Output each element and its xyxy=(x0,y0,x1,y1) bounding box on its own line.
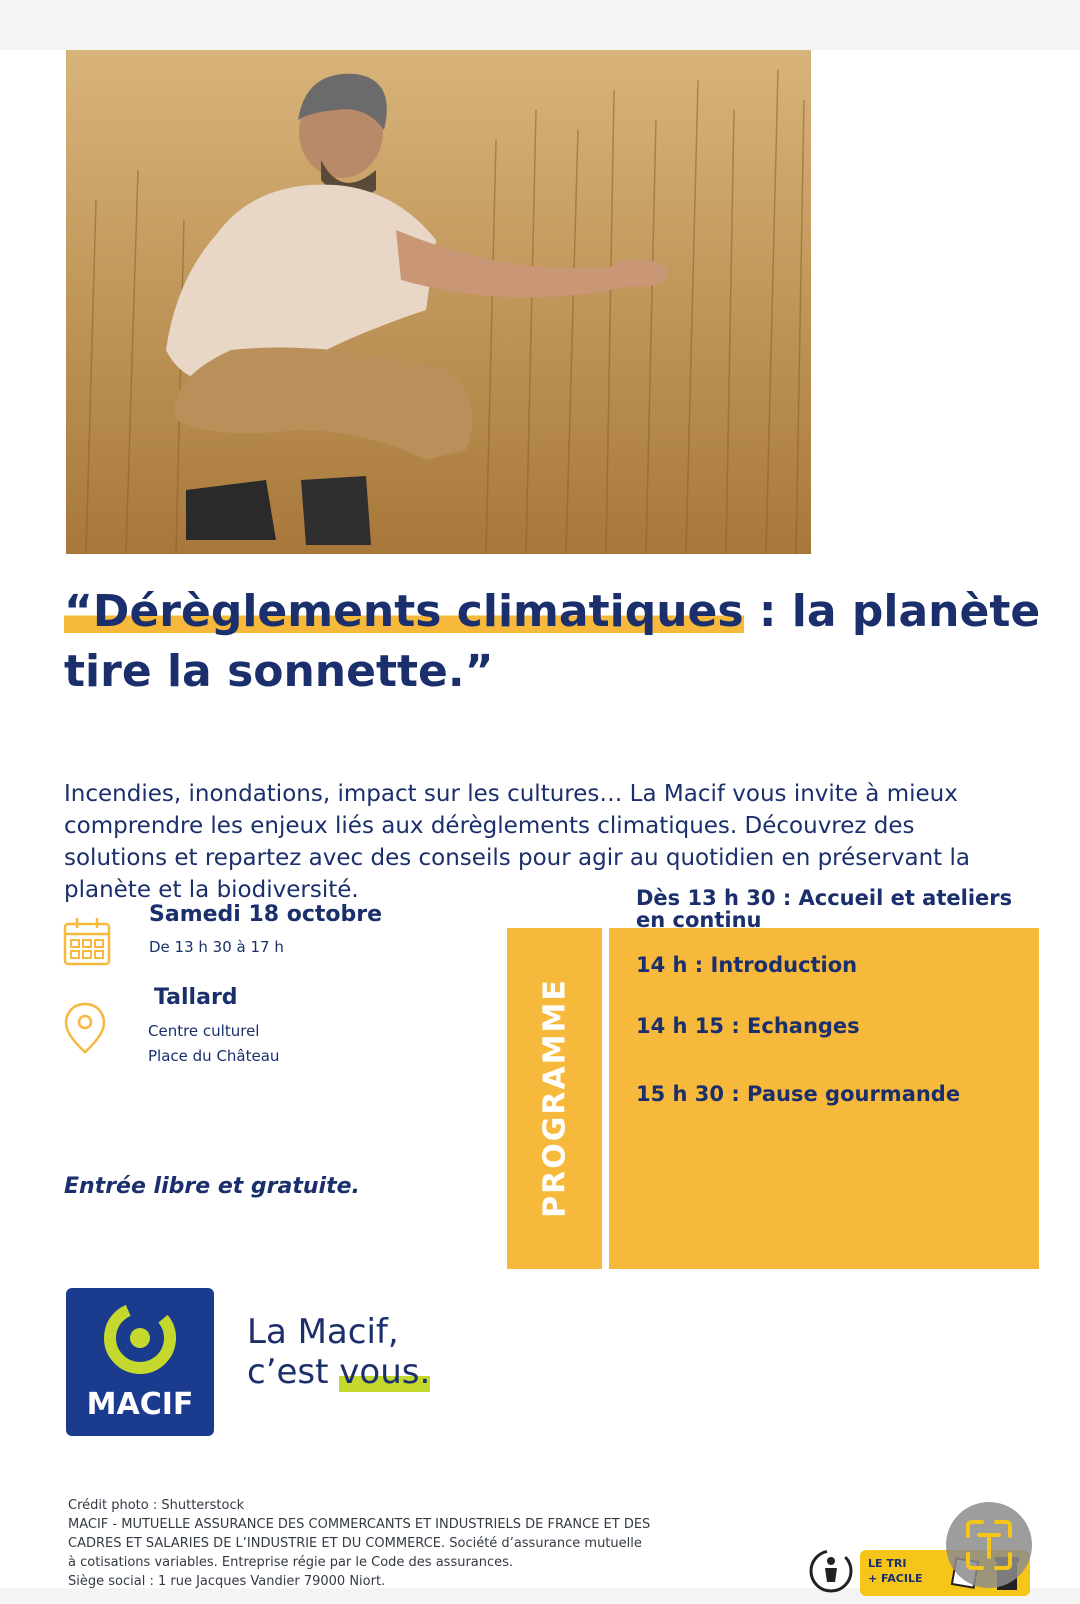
text-scan-icon xyxy=(946,1502,1032,1588)
tagline-line2 xyxy=(247,1352,430,1392)
tagline-line1: La Macif, xyxy=(247,1312,399,1352)
flyer-page xyxy=(0,50,1080,1588)
intro-paragraph: Incendies, inondations, impact sur les cultures… La Macif vous invite à mieux comprendre les enjeux liés aux dérèglements climatiques. Découvrez des solutions et repartez avec des conseils pour agir au quotidien en préservant la planète et la biodiversité. xyxy=(64,781,970,903)
text-scan-button[interactable] xyxy=(946,1502,1032,1588)
legal-line: MACIF - MUTUELLE ASSURANCE DES COMMERCANTS ET INDUSTRIELS DE FRANCE ET DES xyxy=(68,1517,651,1532)
free-entry-text: Entrée libre et gratuite. xyxy=(64,1174,360,1199)
tagline-prefix: c’est xyxy=(247,1352,340,1392)
hero-photo xyxy=(66,50,811,554)
tri-text xyxy=(868,1556,928,1586)
event-venue: Centre culturel xyxy=(148,1022,260,1040)
brand-tagline xyxy=(247,1312,430,1392)
tri-line1: LE TRI xyxy=(868,1557,907,1570)
programme-label: PROGRAMME xyxy=(537,978,573,1218)
legal-line: à cotisations variables. Entreprise régie par le Code des assurances. xyxy=(68,1555,514,1570)
legal-line: Crédit photo : Shutterstock xyxy=(68,1498,245,1513)
headline-highlight: “Dérèglements climatiques xyxy=(64,586,744,637)
tagline-highlight: vous. xyxy=(339,1352,431,1392)
calendar-icon xyxy=(63,916,111,966)
macif-logo xyxy=(66,1288,214,1436)
programme-item: 14 h 15 : Echanges xyxy=(636,1014,860,1038)
event-address: Place du Château xyxy=(148,1047,280,1065)
macif-logo-text: MACIF xyxy=(86,1387,194,1422)
event-city: Tallard xyxy=(154,985,238,1010)
event-date: Samedi 18 octobre xyxy=(149,902,383,927)
event-time: De 13 h 30 à 17 h xyxy=(149,938,284,956)
programme-item: Dès 13 h 30 : Accueil et ateliers en continu xyxy=(636,886,1013,932)
wheat-field-farmer-illustration xyxy=(66,50,811,554)
programme-divider xyxy=(602,928,609,1269)
location-pin-icon xyxy=(63,1002,107,1054)
programme-item: 15 h 30 : Pause gourmande xyxy=(636,1082,961,1106)
legal-line: Siège social : 1 rue Jacques Vandier 79000 Niort. xyxy=(68,1574,386,1589)
headline xyxy=(64,582,1054,702)
macif-logo-symbol xyxy=(66,1288,214,1388)
legal-line: CADRES ET SALARIES DE L’INDUSTRIE ET DU COMMERCE. Société d’assurance mutuelle xyxy=(68,1536,642,1551)
recycle-person-icon xyxy=(808,1548,854,1594)
tri-line2: + FACILE xyxy=(868,1572,923,1585)
headline-rest: : la planète tire la sonnette.” xyxy=(64,586,1041,697)
programme-item: 14 h : Introduction xyxy=(636,953,858,977)
legal-notice xyxy=(68,1496,788,1591)
